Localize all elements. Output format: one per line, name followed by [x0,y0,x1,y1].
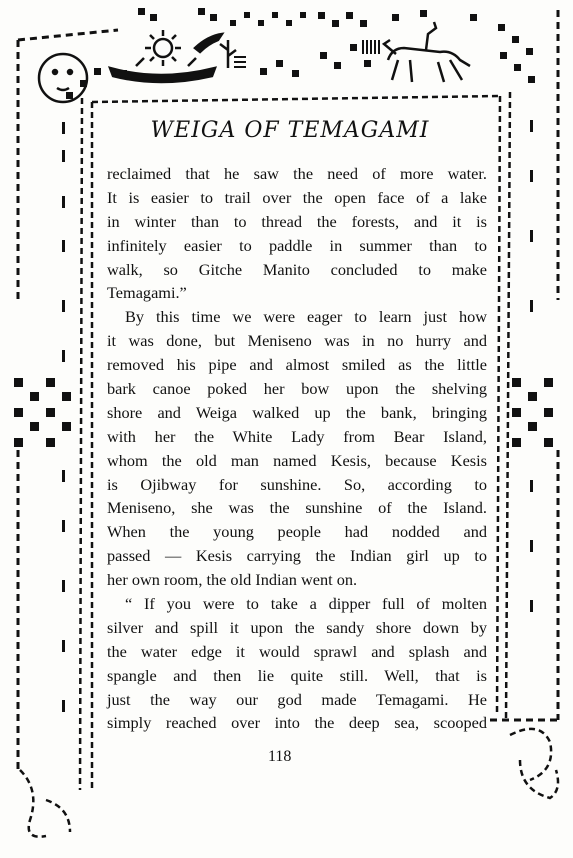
text-line: By this time we were eager to learn just how [125,307,487,327]
swirl-ornament-left [20,770,70,837]
text-line: Meniseno, she was the sunshine of the Island. [107,498,487,518]
text-line: When the young people had nodded and [107,522,487,542]
text-line: simply reached over into the deep sea, scooped [107,713,487,733]
text-line: just the way our god made Temagami. He [107,689,487,709]
text-line: it was done, but Meniseno was in no hurry and [107,331,487,351]
page-number: 118 [268,748,292,765]
text-line: her own room, the old Indian went on. [107,570,358,590]
horse-rider-icon [384,22,470,82]
text-line: silver and spill it upon the sandy shore down by [107,617,487,637]
text-line: spangle and then lie quite still. Well, that is [107,665,487,685]
text-line: is Ojibway for sunshine. So, according to [107,474,487,494]
inner-frame-right [497,96,500,715]
tree-icon [220,40,236,68]
text-line: It is easier to trail over the open face of a lake [107,187,487,207]
bird-icon [195,34,222,52]
text-line: the water edge it would sprawl and splash and [107,641,487,661]
text-line: removed his pipe and almost smiled as the little [107,355,487,375]
text-line: walk, so Gitche Manito concluded to make [107,259,487,279]
text-line: reclaimed that he saw the need of more water. [107,164,487,183]
text-line: shore and Weiga walked up the bank, bringing [107,402,487,422]
text-line: with her the White Lady from Bear Island, [107,426,487,446]
text-line: “ If you were to take a dipper full of molten [125,594,487,614]
moon-face-icon [39,54,87,102]
body-text [107,162,487,735]
inner-frame-right2 [506,92,510,720]
text-line: whom the old man named Kesis, because Kesis [107,450,487,470]
outer-border-top [18,30,118,40]
text-line: in winter than to thread the forests, and it is [107,211,487,231]
swirl-ornament-right [510,729,558,798]
text-line: bark canoe poked her bow upon the shelving [107,379,487,399]
inner-frame-left2 [80,98,82,790]
inner-frame-top [92,96,500,102]
text-line: infinitely easier to paddle in summer than to [107,235,487,255]
sun-icon [145,30,181,66]
text-line: Temagami.” [107,283,187,303]
chapter-title: WEIGA OF TEMAGAMI [150,118,430,143]
text-line: passed — Kesis carrying the Indian girl up to [107,546,487,566]
